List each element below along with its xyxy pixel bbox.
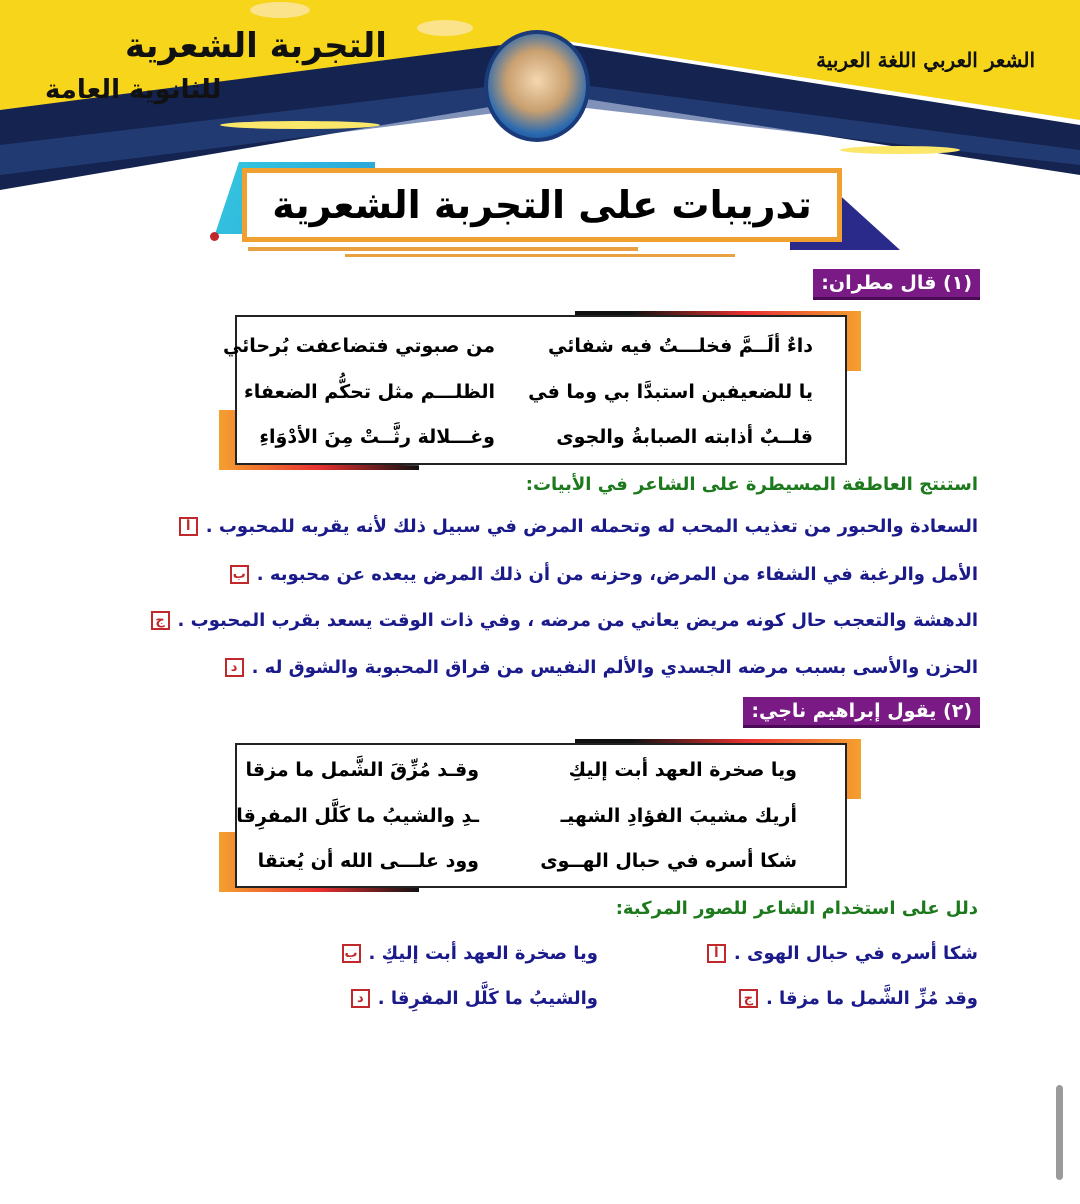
option-text: الأمل والرغبة في الشفاء من المرض، وحزنه من أن ذلك المرض يبعده عن محبوبه .	[256, 564, 978, 585]
option-b[interactable]	[342, 943, 598, 964]
verse-right: قلــبٌ أذابته الصبابةُ والجوى	[556, 426, 813, 448]
option-label: ب	[342, 944, 361, 963]
brand-logo: الشعر العربي اللغة العربية	[816, 48, 1035, 72]
header-subtitle: للثانوية العامة	[45, 75, 222, 105]
header-title: التجربة الشعرية	[125, 26, 387, 66]
question-2-heading: (٢) يقول إبراهيم ناجي:	[743, 697, 980, 728]
title-underline	[345, 254, 735, 257]
verse-left: وقـد مُزِّقَ الشَّمل ما مزقا	[245, 759, 479, 781]
option-label: ب	[230, 565, 249, 584]
option-a[interactable]	[707, 943, 978, 964]
title-underline	[248, 247, 638, 251]
verse-right: شكا أسره في حبال الهــوى	[540, 850, 797, 872]
option-text: وقد مُزِّ الشَّمل ما مزقا .	[765, 988, 978, 1009]
option-b[interactable]	[230, 564, 978, 585]
option-text: ويا صخرة العهد أبت إليكِ .	[368, 943, 598, 964]
verse-left: وود علـــى الله أن يُعتقا	[257, 850, 479, 872]
option-d[interactable]	[225, 657, 978, 678]
question-2-prompt: دلل على استخدام الشاعر للصور المركبة:	[615, 898, 978, 919]
question-1-prompt: استنتج العاطفة المسيطرة على الشاعر في الأبيات:	[525, 474, 978, 495]
scrollbar[interactable]	[1056, 1085, 1063, 1180]
option-d[interactable]	[351, 988, 598, 1009]
verse-left: ـدِ والشيبُ ما كَلَّل المفرِقا	[236, 805, 479, 827]
option-label: ج	[151, 611, 170, 630]
red-dot	[210, 232, 219, 241]
option-label: د	[351, 989, 370, 1008]
verse-left: الظلـــم مثل تحكُّم الضعفاء	[243, 381, 495, 403]
poem-box-2	[235, 743, 847, 888]
page-title: تدريبات على التجربة الشعرية	[242, 168, 842, 242]
option-text: الدهشة والتعجب حال كونه مريض يعاني من مرضه ، وفي ذات الوقت يسعد بقرب المحبوب .	[177, 610, 978, 631]
option-a[interactable]	[179, 516, 978, 537]
option-label: أ	[707, 944, 726, 963]
verse-right: يا للضعيفين استبدَّا بي وما في	[528, 381, 813, 403]
option-text: السعادة والحبور من تعذيب المحب له وتحمله المرض في سبيل ذلك لأنه يقربه للمحبوب .	[205, 516, 978, 537]
option-c[interactable]	[739, 988, 978, 1009]
option-text: والشيبُ ما كَلَّل المفرِقا .	[377, 988, 598, 1009]
verse-left: من صبوتي فتضاعفت بُرحائي	[222, 335, 495, 357]
option-c[interactable]	[151, 610, 979, 631]
option-label: د	[225, 658, 244, 677]
header-emblem	[484, 30, 590, 142]
verse-right: داءٌ ألَــمَّ فخلـــتُ فيه شفائي	[547, 335, 813, 357]
verse-right: ويا صخرة العهد أبت إليكِ	[568, 759, 797, 781]
verse-right: أريك مشيبَ الفؤادِ الشهيـ	[560, 805, 797, 827]
question-1-heading: (١) قال مطران:	[813, 269, 980, 300]
option-label: ج	[739, 989, 758, 1008]
option-text: الحزن والأسى بسبب مرضه الجسدي والألم النفيس من فراق المحبوبة والشوق له .	[251, 657, 978, 678]
option-label: أ	[179, 517, 198, 536]
option-text: شكا أسره في حبال الهوى .	[733, 943, 978, 964]
poem-box-1	[222, 315, 847, 465]
verse-left: وغـــلالة رثَّــتْ مِنَ الأدْوَاءِ	[259, 426, 495, 448]
